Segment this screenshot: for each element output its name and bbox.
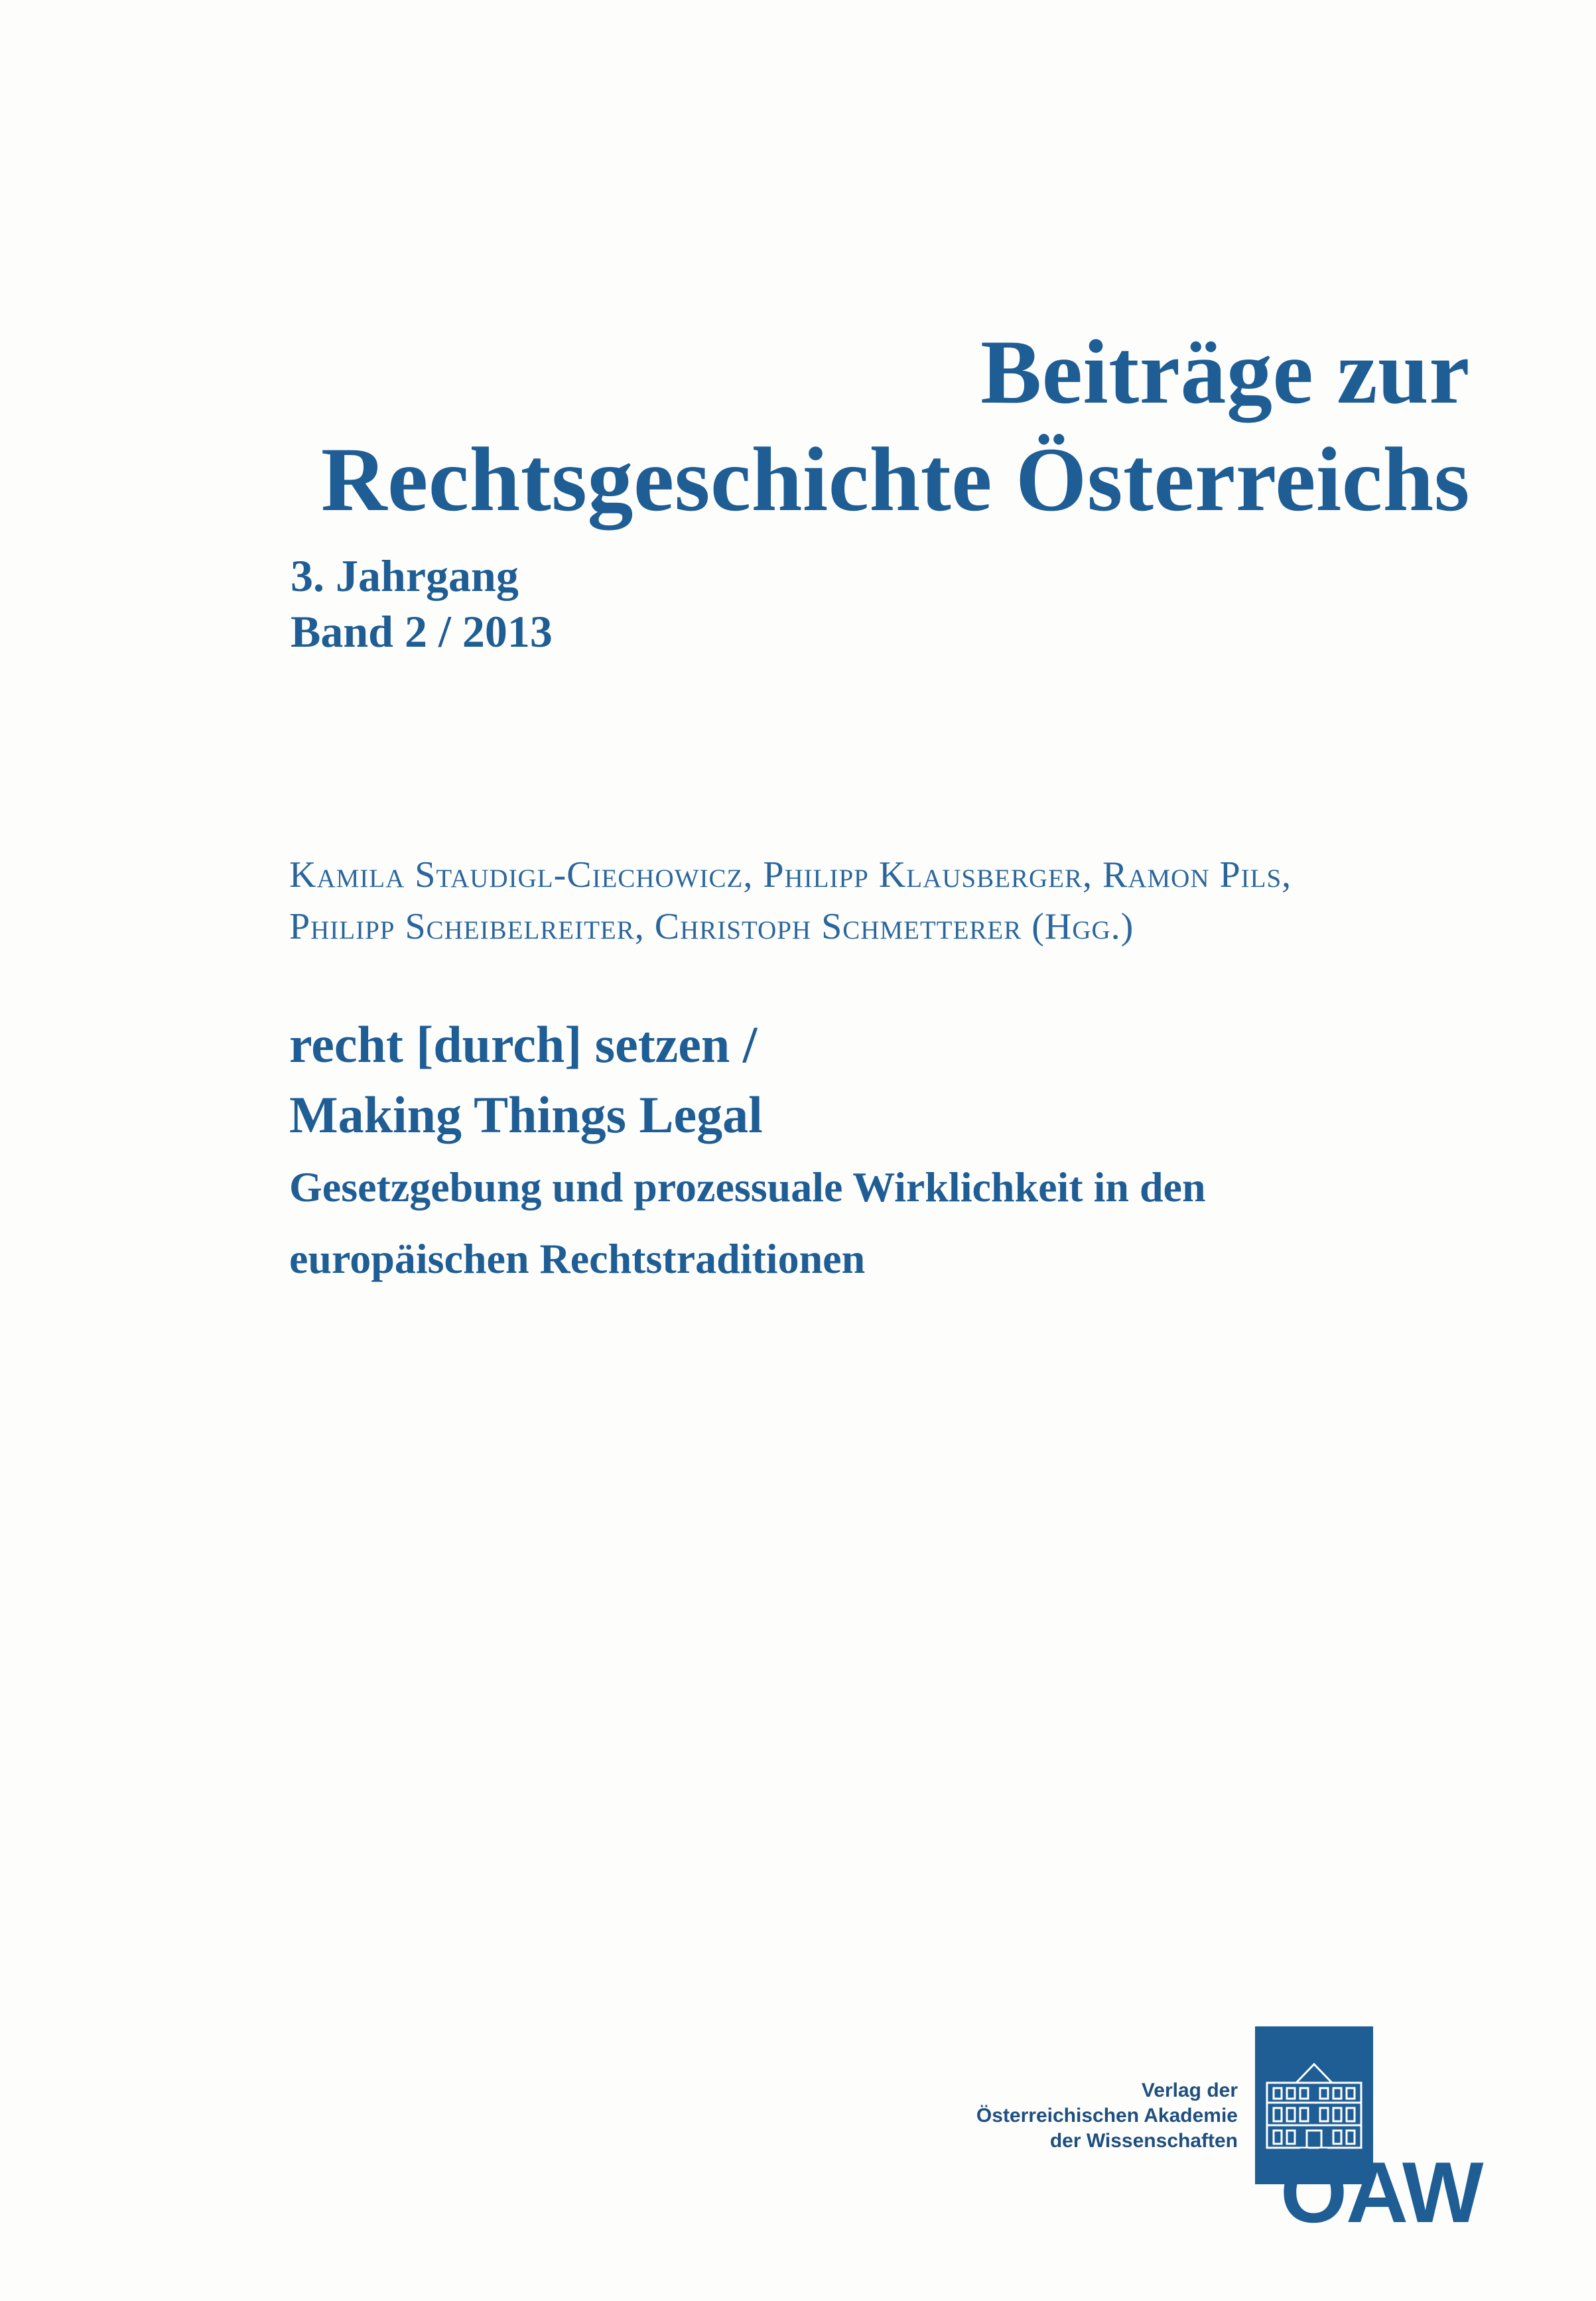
editors-line-1: Kamila Staudigl-Ciechowicz, Philipp Klausberger, Ramon Pils, — [289, 854, 1292, 895]
book-subtitle — [289, 1151, 1206, 1295]
series-title-line-1: Beiträge zur — [980, 321, 1470, 423]
editors — [289, 849, 1292, 953]
series-title — [321, 318, 1470, 533]
publisher-logo-text: ÖAW — [1280, 2144, 1483, 2241]
publisher-line-2: Österreichischen Akademie — [976, 2105, 1238, 2127]
volume-info — [291, 548, 553, 659]
editors-line-2: Philipp Scheibelreiter, Christoph Schmetterer (Hgg.) — [289, 906, 1134, 947]
volume-band: Band 2 / 2013 — [291, 606, 553, 657]
book-title — [289, 1010, 763, 1150]
publisher-name — [976, 2078, 1238, 2154]
publisher-line-1: Verlag der — [1141, 2079, 1238, 2101]
book-subtitle-line-2: europäischen Rechtstraditionen — [289, 1235, 866, 1282]
series-title-line-2: Rechtsgeschichte Österreichs — [320, 428, 1470, 530]
book-title-line-2: Making Things Legal — [289, 1086, 763, 1144]
volume-year: 3. Jahrgang — [291, 551, 519, 601]
publisher-line-3: der Wissenschaften — [1049, 2130, 1238, 2152]
book-subtitle-line-1: Gesetzgebung und prozessuale Wirklichkeit in den — [289, 1163, 1206, 1211]
academy-building-icon — [1263, 2056, 1365, 2152]
book-title-line-1: recht [durch] setzen / — [289, 1016, 758, 1073]
